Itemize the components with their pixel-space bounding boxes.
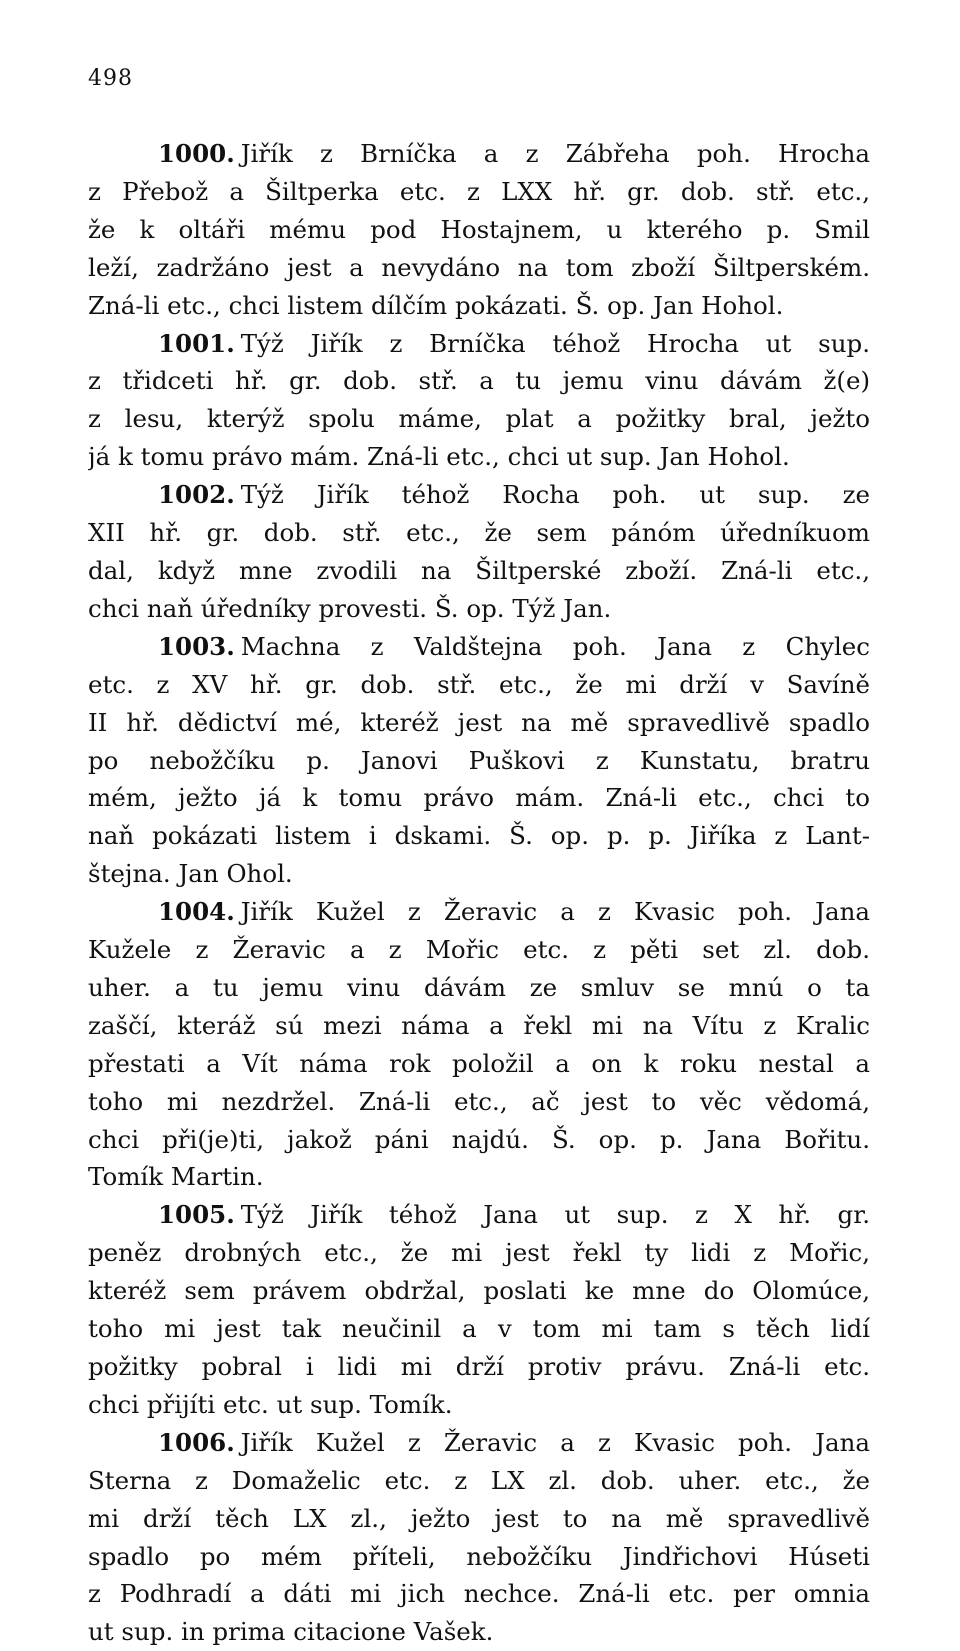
entry-number: 1002. xyxy=(158,480,235,510)
entry-line: Zná-li etc., chci listem dílčím pokázati. Š. op. Jan Hohol. xyxy=(88,290,784,320)
entry-line: peněz drobných etc., že mi jest řekl ty lidi z Mořic, xyxy=(88,1238,870,1268)
entry-line: já k tomu právo mám. Zná-li etc., chci ut sup. Jan Hohol. xyxy=(88,442,790,472)
entry-number: 1005. xyxy=(158,1200,235,1230)
entry-line: zaščí, kteráž sú mezi náma a řekl mi na Vítu z Kralic xyxy=(88,1010,870,1040)
entry-line: požitky pobral i lidi mi drží protiv právu. Zná-li etc. xyxy=(88,1352,870,1381)
entry-line: spadlo po mém příteli, nebožčíku Jindřichovi Húseti xyxy=(88,1541,870,1571)
entry-line: chci při(je)ti, jakož páni najdú. Š. op. p. Jana Bořitu. xyxy=(88,1124,870,1154)
entry-line xyxy=(88,1424,870,1462)
entry-line: štejna. Jan Ohol. xyxy=(88,859,293,889)
entry-text: Jiřík z Brníčka a z Zábřeha poh. Hrocha xyxy=(240,139,870,168)
entry-line: uher. a tu jemu vinu dávám ze smluv se mnú o ta xyxy=(88,972,870,1002)
entry-line: kteréž sem právem obdržal, poslati ke mne do Olomúce, xyxy=(88,1276,870,1306)
entry-line xyxy=(88,628,870,666)
entry-text: Jiřík Kužel z Žeravic a z Kvasic poh. Jana xyxy=(240,897,870,927)
text-column xyxy=(88,135,870,1651)
entry-number: 1003. xyxy=(158,631,235,661)
entry-line: chci přijíti etc. ut sup. Tomík. xyxy=(88,1389,453,1419)
entry-number: 1006. xyxy=(158,1427,235,1457)
entry-line xyxy=(88,135,870,173)
entry-1005 xyxy=(88,1196,870,1423)
entry-1002 xyxy=(88,476,870,628)
entry-1000 xyxy=(88,135,870,325)
entry-line: leží, zadržáno jest a nevydáno na tom zboží Šiltperském. xyxy=(88,252,870,282)
entry-line: Kužele z Žeravic a z Mořic etc. z pěti set zl. dob. xyxy=(88,935,870,965)
entry-number: 1004. xyxy=(158,897,235,927)
entry-number: 1001. xyxy=(158,328,235,358)
entry-line: z třidceti hř. gr. dob. stř. a tu jemu vinu dávám ž(e) xyxy=(88,366,870,396)
entry-1004 xyxy=(88,893,870,1196)
entry-text: Týž Jiřík téhož Jana ut sup. z X hř. gr. xyxy=(240,1200,870,1230)
page-number: 498 xyxy=(88,66,133,91)
entry-line: mi drží těch LX zl., ježto jest to na mě spravedlivě xyxy=(88,1503,870,1533)
entry-line: mém, ježto já k tomu právo mám. Zná-li etc., chci to xyxy=(88,783,870,813)
entry-text: Týž Jiřík téhož Rocha poh. ut sup. ze xyxy=(240,480,870,510)
entry-1006 xyxy=(88,1424,870,1651)
entry-line: toho mi jest tak neučinil a v tom mi tam s těch lidí xyxy=(88,1314,870,1344)
entry-line: naň pokázati listem i dskami. Š. op. p. p. Jiříka z Lant- xyxy=(88,821,870,851)
entry-line: dal, když mne zvodili na Šiltperské zboží. Zná-li etc., xyxy=(88,555,870,585)
entry-line: etc. z XV hř. gr. dob. stř. etc., že mi drží v Savíně xyxy=(88,669,870,699)
entry-line: ut sup. in prima citacione Vašek. xyxy=(88,1617,494,1647)
entry-line: po nebožčíku p. Janovi Puškovi z Kunstatu, bratru xyxy=(88,745,870,775)
entry-line: že k oltáři mému pod Hostajnem, u kterého p. Smil xyxy=(88,214,870,244)
entry-line xyxy=(88,1196,870,1234)
entry-line: Tomík Martin. xyxy=(88,1162,264,1192)
entry-line: chci naň úředníky provesti. Š. op. Týž Jan. xyxy=(88,593,612,623)
entry-line: toho mi nezdržel. Zná-li etc., ač jest to věc vědomá, xyxy=(88,1086,870,1116)
entry-text: Týž Jiřík z Brníčka téhož Hrocha ut sup. xyxy=(240,328,870,358)
entry-line xyxy=(88,893,870,931)
entry-number: 1000. xyxy=(158,139,235,168)
entry-line: z Podhradí a dáti mi jich nechce. Zná-li etc. per omnia xyxy=(88,1579,870,1609)
entry-line: z lesu, kterýž spolu máme, plat a požitky bral, ježto xyxy=(88,404,870,434)
entry-line xyxy=(88,325,870,363)
entry-line: II hř. dědictví mé, kteréž jest na mě spravedlivě spadlo xyxy=(88,707,870,737)
entry-line: z Přebož a Šiltperka etc. z LXX hř. gr. dob. stř. etc., xyxy=(88,176,870,206)
entry-line: XII hř. gr. dob. stř. etc., že sem pánóm úředníkuom xyxy=(88,518,870,548)
entry-text: Machna z Valdštejna poh. Jana z Chylec xyxy=(240,631,870,661)
entry-line xyxy=(88,476,870,514)
entry-1001 xyxy=(88,325,870,477)
entry-1003 xyxy=(88,628,870,893)
entry-line: Sterna z Domaželic etc. z LX zl. dob. uher. etc., že xyxy=(88,1465,870,1495)
entry-line: přestati a Vít náma rok položil a on k roku nestal a xyxy=(88,1048,870,1078)
entry-text: Jiřík Kužel z Žeravic a z Kvasic poh. Jana xyxy=(240,1427,870,1457)
